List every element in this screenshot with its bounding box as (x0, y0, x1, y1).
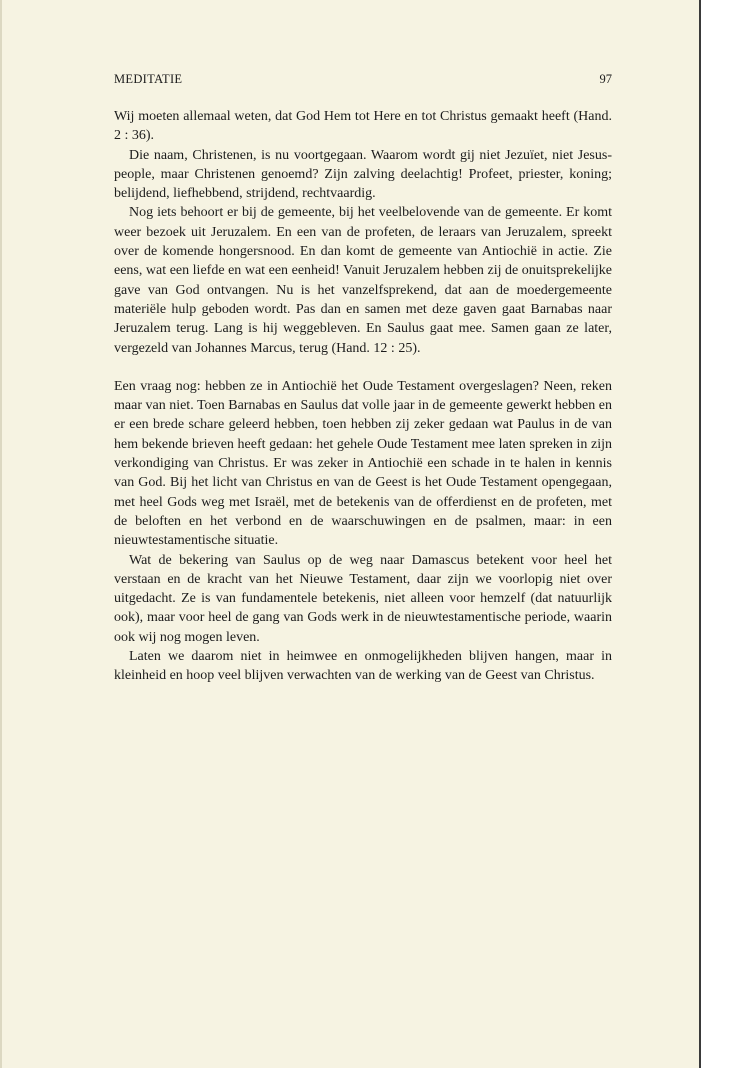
page-left-edge (0, 0, 2, 1068)
page-number: 97 (599, 72, 612, 86)
paragraph-6: Laten we daarom niet in heimwee en onmogelijkheden blijven hangen, maar in kleinheid en hoop veel blijven verwachten van de werking van de Geest van Christus. (114, 649, 612, 684)
header-title: MEDITATIE (114, 72, 183, 86)
paragraph-2: Die naam, Christenen, is nu voortgegaan. Waarom wordt gij niet Jezuïet, niet Jesus-people, maar Christenen genoemd? Zijn zalving deelachtig! Profeet, priester, koning; belijdend, liefhebbend, strijdend, rechtvaardig. (114, 147, 612, 202)
paragraph-3: Nog iets behoort er bij de gemeente, bij het veelbelovende van de gemeente. Er komt weer bezoek uit Jeruzalem. En een van de profeten, de leraars van Jeruzalem, spreekt over de komende hongersnood. En dan komt de gemeente van Antiochië in actie. Zie eens, wat een liefde en wat een eenheid! Vanuit Jeruzalem hebben zij de onuitsprekelijke gave van God ontvangen. Nu is het vanzelfsprekend, dat aan de moedergemeente materiële hulp geboden wordt. Pas dan en samen met deze gaven gaat Barnabas naar Jeruzalem terug. Lang is hij weggebleven. En Saulus gaat mee. Samen gaan ze later, vergezeld van Johannes Marcus, terug (Hand. 12 : 25). (114, 205, 612, 356)
paragraph-4: Een vraag nog: hebben ze in Antiochië het Oude Testament overgeslagen? Neen, reken maar van niet. Toen Barnabas en Saulus dat volle jaar in de gemeente gewerkt hebben en er een brede schare geleerd hebben, toen hebben zij zeker gedaan wat Paulus in de van hem bekende brieven heeft gedaan: het gehele Oude Testament mee laten spreken in zijn verkondiging van Christus. Er was zeker in Antiochië een schade in te halen in kennis van God. Bij het licht van Christus en van de Geest is het Oude Testament opengegaan, met heel Gods weg met Israël, met de betekenis van de offerdienst en de profeten, met de beloften en het verbond en de waarschuwingen en de psalmen, maar: in een nieuwtestamentische situatie. (114, 378, 612, 549)
scan-margin (701, 0, 738, 1068)
running-head (114, 72, 612, 92)
body-text (114, 107, 612, 686)
paragraph-5: Wat de bekering van Saulus op de weg naar Damascus betekent voor heel het verstaan en de kracht van het Nieuwe Testament, daar zijn we voorlopig niet over uitgedacht. Ze is van fundamentele betekenis, niet alleen voor hemzelf (dat natuurlijk ook), maar voor heel de gang van Gods werk in de nieuwtestamentische periode, waarin ook wij nog mogen leven. (114, 552, 612, 645)
paragraph-1: Wij moeten allemaal weten, dat God Hem tot Here en tot Christus gemaakt heeft (Hand. 2 : 36). (114, 109, 612, 144)
